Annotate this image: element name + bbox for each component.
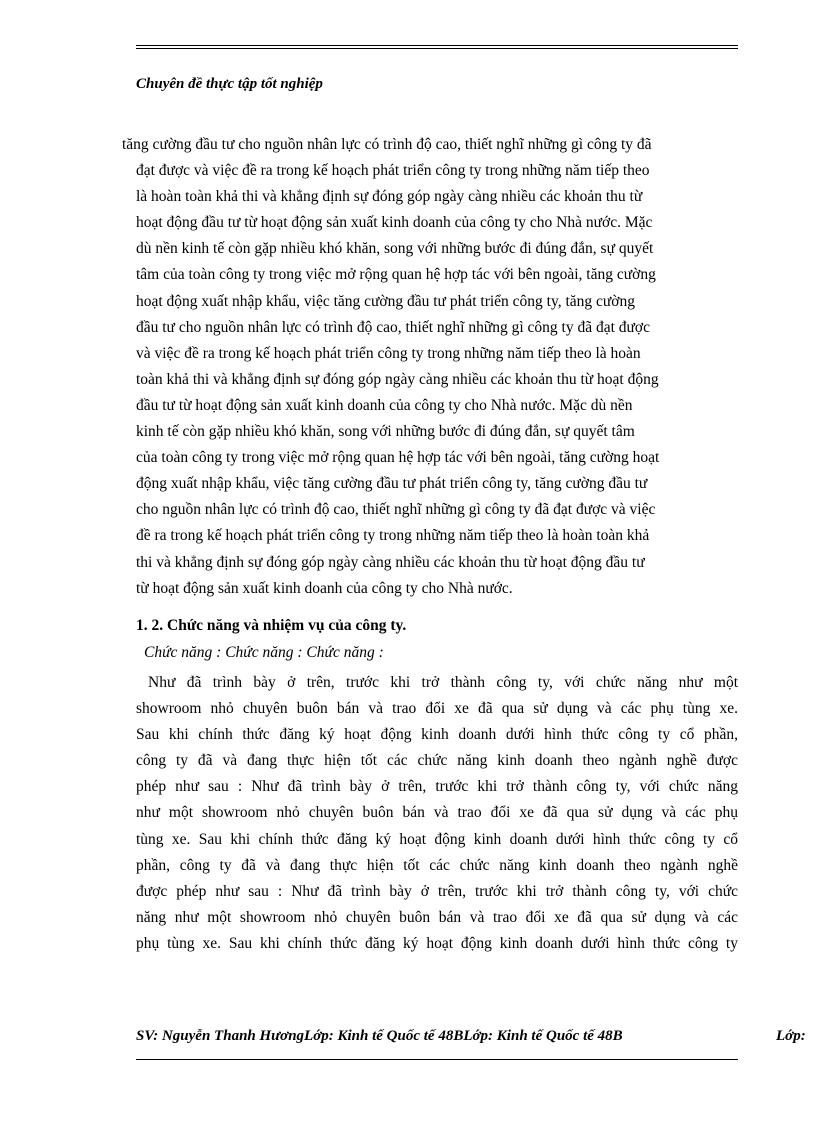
text-line: của toàn công ty trong việc mở rộng quan hệ hợp tác với bên ngoài, tăng cường hoạt <box>136 449 660 467</box>
text-line: hoạt động xuất nhập khẩu, việc tăng cường đầu tư phát triển công ty, tăng cường <box>136 292 636 310</box>
text-line: tăng cường đầu tư cho nguồn nhân lực có trình độ cao, thiết nghĩ những gì công ty đã <box>122 136 652 153</box>
page-header-title: Chuyên đề thực tập tốt nghiệp <box>136 76 323 92</box>
text-line: đạt được và việc đề ra trong kế hoạch phát triển công ty trong những năm tiếp theo <box>136 162 650 180</box>
text-line: đề ra trong kế hoạch phát triển công ty trong những năm tiếp theo là hoàn toàn khả <box>136 527 650 545</box>
text-line: động xuất nhập khẩu, việc tăng cường đầu tư phát triển công ty, tăng cường đầu tư <box>136 475 648 493</box>
text-line: đầu tư cho nguồn nhân lực có trình độ cao, thiết nghĩ những gì công ty đã đạt được <box>136 318 651 336</box>
text-line: từ hoạt động sản xuất kinh doanh của công ty cho Nhà nước. <box>136 579 513 597</box>
section-heading: 1. 2. Chức năng và nhiệm vụ của công ty. <box>136 617 407 634</box>
header-rule <box>136 45 738 49</box>
footer-class-label: Lớp: <box>776 1028 806 1044</box>
text-line: được phép như sau : Như đã trình bày ở trên, trước khi trở thành công ty, với chức <box>136 882 738 900</box>
text-line: tùng xe. Sau khi chính thức đăng ký hoạt động kinh doanh dưới hình thức công ty cổ <box>136 830 738 848</box>
body-paragraph-1 <box>122 132 738 602</box>
text-line: cho nguồn nhân lực có trình độ cao, thiết nghĩ những gì công ty đã đạt được và việc <box>136 501 656 519</box>
text-line: công ty đã và đang thực hiện tốt các chức năng kinh doanh theo ngành nghề được <box>136 752 738 770</box>
text-line: Như đã trình bày ở trên, trước khi trở thành công ty, với chức năng như một <box>148 674 738 691</box>
text-line: showroom nhỏ chuyên buôn bán và trao đổi xe đã qua sử dụng và các phụ tùng xe. <box>136 700 738 718</box>
text-line: kinh tế còn gặp nhiều khó khăn, song với những bước đi đúng đắn, sự quyết tâm <box>136 423 635 441</box>
text-line: phụ tùng xe. Sau khi chính thức đăng ký hoạt động kinh doanh dưới hình thức công ty <box>136 934 738 952</box>
text-line: và việc đề ra trong kế hoạch phát triển công ty trong những năm tiếp theo là hoàn <box>136 344 641 362</box>
text-line: là hoàn toàn khả thi và khẳng định sự đóng góp ngày càng nhiều các khoản thu từ <box>136 188 643 206</box>
text-line: đầu tư từ hoạt động sản xuất kinh doanh của công ty cho Nhà nước. Mặc dù nền <box>136 396 633 414</box>
text-line: năng như một showroom nhỏ chuyên buôn bán và trao đổi xe đã qua sử dụng và các <box>136 908 738 926</box>
body-paragraph-2 <box>136 670 738 957</box>
text-line: phép như sau : Như đã trình bày ở trên, trước khi trở thành công ty, với chức năng <box>136 778 738 796</box>
text-line: Sau khi chính thức đăng ký hoạt động kinh doanh dưới hình thức công ty cổ phần, <box>136 726 738 744</box>
page-footer <box>136 1028 816 1045</box>
text-line: như một showroom nhỏ chuyên buôn bán và trao đổi xe đã qua sử dụng và các phụ <box>136 804 738 822</box>
text-line: thi và khẳng định sự đóng góp ngày càng nhiều các khoản thu từ hoạt động đầu tư <box>136 553 645 571</box>
text-line: hoạt động đầu tư từ hoạt động sản xuất kinh doanh của công ty cho Nhà nước. Mặc <box>136 214 653 232</box>
footer-student-info: SV: Nguyễn Thanh HươngLớp: Kinh tế Quốc tế 48BLớp: Kinh tế Quốc tế 48B <box>136 1028 623 1044</box>
text-line: phần, công ty đã và đang thực hiện tốt các chức năng kinh doanh theo ngành nghề <box>136 856 738 874</box>
text-line: dù nền kinh tế còn gặp nhiều khó khăn, song với những bước đi đúng đắn, sự quyết <box>136 240 654 258</box>
text-line: tâm của toàn công ty trong việc mở rộng quan hệ hợp tác với bên ngoài, tăng cường <box>136 266 656 284</box>
text-line: toàn khả thi và khẳng định sự đóng góp ngày càng nhiều các khoản thu từ hoạt động <box>136 370 659 388</box>
section-subheading: Chức năng : Chức năng : Chức năng : <box>144 644 384 661</box>
footer-rule <box>136 1059 738 1060</box>
